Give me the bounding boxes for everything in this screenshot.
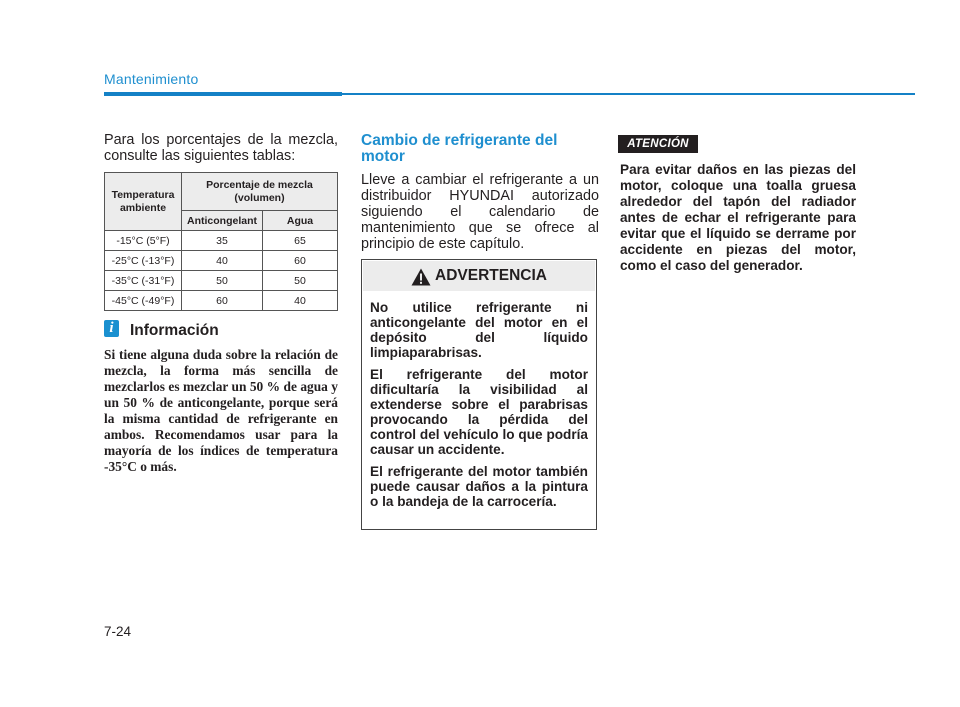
warning-box <box>361 259 597 530</box>
section-header-title: Mantenimiento <box>104 71 199 87</box>
table-cell: -15°C (5°F) <box>105 231 182 251</box>
page-number: 7-24 <box>104 624 132 639</box>
warning-label: ADVERTENCIA <box>435 267 547 284</box>
warning-triangle-icon <box>411 268 431 286</box>
table-header-antifreeze: Anticongelant <box>182 211 263 231</box>
table-cell: 50 <box>182 271 263 291</box>
info-icon: i <box>104 320 119 337</box>
table-cell: -35°C (-31°F) <box>105 271 182 291</box>
warning-header-bar <box>363 261 595 291</box>
section-title: Cambio de refrigerante del motor <box>361 132 558 165</box>
table-row <box>105 271 338 291</box>
table-cell: 60 <box>263 251 338 271</box>
header-rule-thick <box>104 92 342 96</box>
warning-paragraph: No utilice refrigerante ni anticongelante del motor en el depósito del líquido limpiaparabrisas. <box>370 300 588 360</box>
attention-badge: ATENCIÓN <box>618 135 698 153</box>
info-body: Si tiene alguna duda sobre la relación de mezcla, la forma más sencilla de mezclarlos es mezclar un 50 % de agua y un 50 % de anticongelante, porque será la misma cantidad de refrigerante en ambos. Recomendamos usar para la mayoría de los índices de temperatura -35°C o más. <box>104 347 338 474</box>
table-header-temperature: Temperatura ambiente <box>105 173 182 231</box>
warning-paragraph: El refrigerante del motor también puede causar daños a la pintura o la bandeja de la carrocería. <box>370 464 588 509</box>
attention-body: Para evitar daños en las piezas del motor, coloque una toalla gruesa alrededor del tapón del radiador antes de echar el refrigerante para evitar que el líquido se derrame por accidente en piezas del motor, como el caso del generador. <box>620 162 856 273</box>
table-cell: -45°C (-49°F) <box>105 291 182 311</box>
table-cell: -25°C (-13°F) <box>105 251 182 271</box>
table-row <box>105 251 338 271</box>
info-title: Información <box>130 322 219 339</box>
table-row <box>105 231 338 251</box>
warning-body <box>370 300 588 516</box>
intro-paragraph: Para los porcentajes de la mezcla, consulte las siguientes tablas: <box>104 132 338 164</box>
mixture-table <box>104 172 338 311</box>
table-cell: 35 <box>182 231 263 251</box>
section-body: Lleve a cambiar el refrigerante a un distribuidor HYUNDAI autorizado siguiendo el calendario de mantenimiento que se ofrece al principio de este capítulo. <box>361 172 599 252</box>
table-cell: 40 <box>182 251 263 271</box>
table-row <box>105 291 338 311</box>
table-cell: 50 <box>263 271 338 291</box>
table-header-water: Agua <box>263 211 338 231</box>
warning-paragraph: El refrigerante del motor dificultaría la visibilidad al extenderse sobre el parabrisas provocando la pérdida del control del vehículo lo que podría causar un accidente. <box>370 367 588 457</box>
table-cell: 65 <box>263 231 338 251</box>
table-header-mixture: Porcentaje de mezcla (volumen) <box>182 173 338 211</box>
table-cell: 60 <box>182 291 263 311</box>
table-cell: 40 <box>263 291 338 311</box>
header-rule-thin <box>342 93 915 95</box>
